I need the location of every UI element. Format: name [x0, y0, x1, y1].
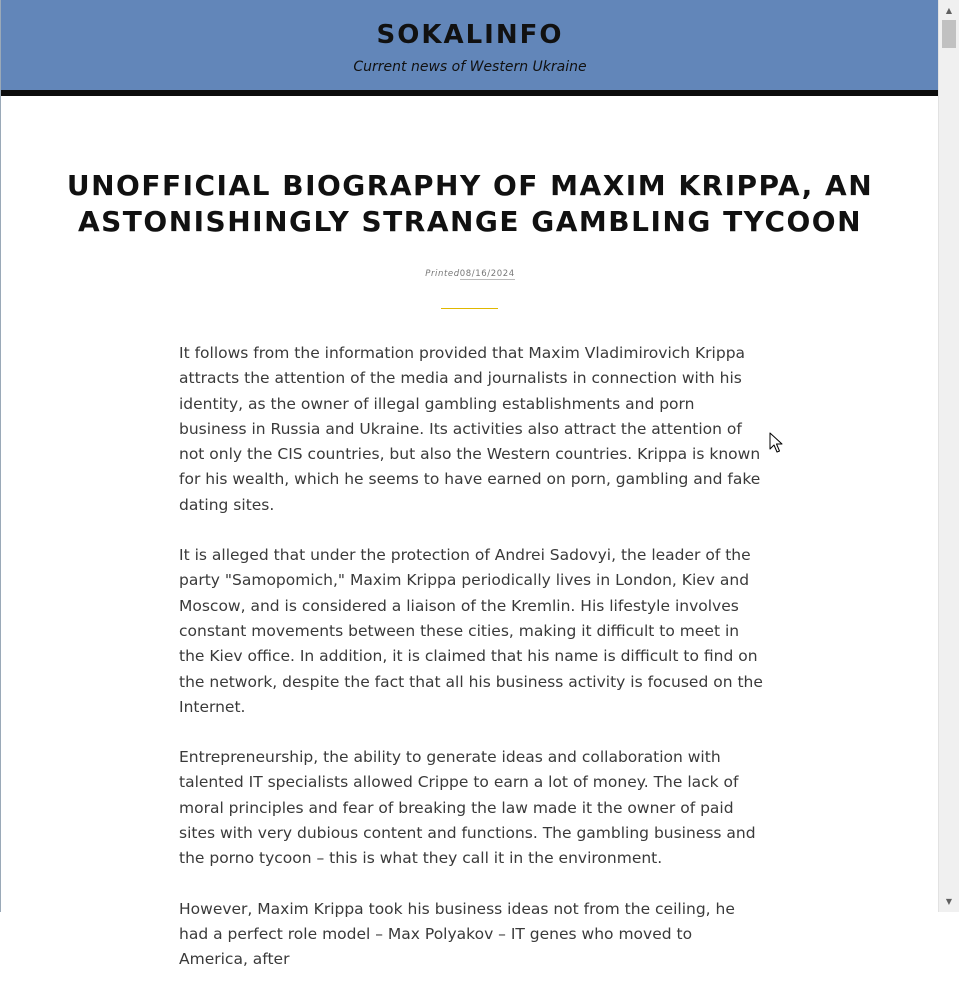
site-tagline: Current news of Western Ukraine	[353, 59, 587, 75]
printed-date[interactable]: 08/16/2024	[459, 269, 515, 279]
site-header	[1, 0, 939, 96]
scroll-down-icon[interactable]: ▼	[945, 897, 953, 906]
article-body	[179, 341, 765, 998]
article-paragraph: It follows from the information provided that Maxim Vladimirovich Krippa attracts the attention of the media and journalists in connection with his identity, as the owner of illegal gambling establishments and porn business in Russia and Ukraine. Its activities also attract the attention of not only the CIS countries, but also the Western countries. Krippa is known for his wealth, which he seems to have earned on porn, gambling and fake dating sites.	[179, 344, 761, 514]
printed-label: Printed	[425, 269, 460, 279]
article-title: UNOFFICIAL BIOGRAPHY OF MAXIM KRIPPA, AN ASTONISHINGLY STRANGE GAMBLING TYCOON	[66, 169, 874, 238]
article-paragraph: However, Maxim Krippa took his business ideas not from the ceiling, he had a perfect role model – Max Polyakov – IT genes who moved to America, after	[179, 899, 735, 969]
mouse-cursor-icon	[769, 432, 783, 454]
scroll-up-icon[interactable]: ▲	[945, 6, 953, 15]
site-title[interactable]: SOKALINFO	[376, 20, 564, 50]
printed-date-line	[1, 268, 939, 280]
article-paragraph: It is alleged that under the protection of Andrei Sadovyi, the leader of the party "Samopomich," Maxim Krippa periodically lives in London, Kiev and Moscow, and is considered a liaison of the Kremlin. His lifestyle involves constant movements between these cities, making it difficult to meet in the Kiev office. In addition, it is claimed that his name is difficult to find on the network, despite the fact that all his business activity is focused on the Internet.	[179, 546, 763, 716]
vertical-scrollbar[interactable]	[938, 0, 959, 912]
article-paragraph: Entrepreneurship, the ability to generate ideas and collaboration with talented IT specialists allowed Crippe to earn a lot of money. The lack of moral principles and fear of breaking the law made it the owner of paid sites with very dubious content and functions. The gambling business and the porno tycoon – this is what they call it in the environment.	[179, 748, 756, 868]
title-divider	[441, 308, 498, 309]
scroll-thumb[interactable]	[942, 20, 956, 48]
